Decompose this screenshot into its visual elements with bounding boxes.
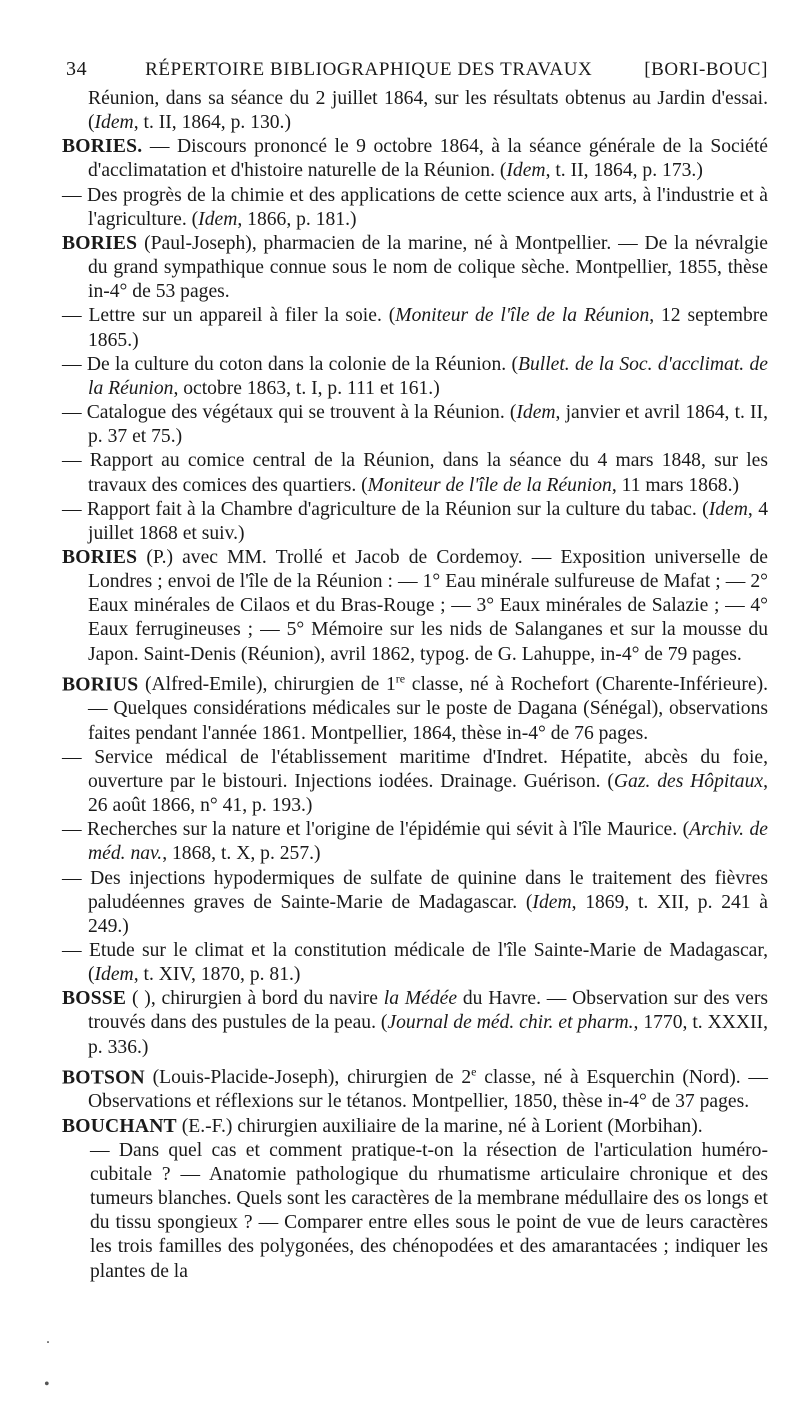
entry-text: — Discours prononcé le 9 octobre 1864, à la séance générale de la Société d'acclimatation et d'histoire naturelle de la Réunion. (Idem, t. II, 1864, p. 173.) [88,136,768,182]
bibliography-entry [62,546,768,667]
entry-text: (Louis-Placide-Joseph), chirurgien de 2e classe, né à Esquerchin (Nord). — Observations et réflexions sur le tétanos. Montpellier, 1850, thèse in-4° de 37 pages. [88,1064,769,1113]
margin-mark: . [46,1330,50,1347]
alphabetical-range: [BORI-BOUC] [644,59,768,80]
bibliography-entry [62,939,768,987]
entry-text: ( ), chirurgien à bord du navire la Médée du Havre. — Observation sur des vers trouvés dans des pustules de la peau. (Journal de méd. chir. et pharm., 1770, t. XXXII, p. 336.) [88,988,769,1058]
bibliography-entry [62,818,768,866]
entry-text: (E.-F.) chirurgien auxiliaire de la marine, né à Lorient (Morbihan). [176,1115,703,1137]
bibliography-entry [62,135,768,183]
page-number: 34 [66,58,88,80]
entry-text: — Dans quel cas et comment pratique-t-on la résection de l'articulation huméro-cubitale ? — Anatomie pathologique du rhumatisme articulaire chronique et des tumeurs blanches. Quels sont les caractères de la membrane médullaire des os longs et du tissu spongieux ? — Comparer entre elles sous le point de vue de leurs caractères les trois familles des polygonées, des chénopodées et des amarantacées ; indiquer les plantes de la [90,1139,768,1282]
bibliography-entry [62,746,768,818]
entry-text: — Catalogue des végétaux qui se trouvent à la Réunion. (Idem, janvier et avril 1864, t. II, p. 37 et 75.) [62,402,768,448]
margin-mark: • [44,1376,50,1393]
entry-text: — Etude sur le climat et la constitution médicale de l'île Sainte-Marie de Madagascar, (Idem, t. XIV, 1870, p. 81.) [62,940,768,986]
bibliography-entry [62,987,768,1059]
bibliography-entry [62,304,768,352]
entry-text: — Des injections hypodermiques de sulfate de quinine dans le traitement des fièvres paludéennes graves de Sainte-Marie de Madagascar. (Idem, 1869, t. XII, p. 241 à 249.) [62,867,768,937]
entry-text: Réunion, dans sa séance du 2 juillet 1864, sur les résultats obtenus au Jardin d'essai. (Idem, t. II, 1864, p. 130.) [88,88,768,134]
bibliography-entry [62,667,768,746]
bibliography-entry [62,353,768,401]
author-name: BOSSE [62,988,127,1010]
entry-text: (Alfred-Emile), chirurgien de 1re classe, né à Rochefort (Charente-Inférieure). — Quelques considérations médicales sur le poste de Dagana (Sénégal), observations faites pendant l'année 1861. Montpellier, 1864, thèse in-4° de 76 pages. [88,671,768,744]
bibliography-entry [62,498,768,546]
author-name: BORIES [62,232,138,254]
running-title: RÉPERTOIRE BIBLIOGRAPHIQUE DES TRAVAUX [145,59,593,80]
author-name: BORIUS [62,674,139,696]
bibliography-entry [62,867,768,939]
author-name: BORIES [62,546,138,568]
bibliography-body [62,87,768,1284]
bibliography-entry [62,449,768,497]
entry-text: — Des progrès de la chimie et des applications de cette science aux arts, à l'industrie et à l'agriculture. (Idem, 1866, p. 181.) [62,184,768,230]
bibliography-entry [62,401,768,449]
entry-text: — Rapport au comice central de la Réunion, dans la séance du 4 mars 1848, sur les travaux des comices des quartiers. (Moniteur de l'île de la Réunion, 11 mars 1868.) [62,450,768,496]
author-name: BOUCHANT [62,1115,177,1137]
running-header [66,58,768,81]
entry-text: — Rapport fait à la Chambre d'agriculture de la Réunion sur la culture du tabac. (Idem, 4 juillet 1868 et suiv.) [62,498,768,544]
entry-text: (P.) avec MM. Trollé et Jacob de Cordemoy. — Exposition universelle de Londres ; envoi de l'île de la Réunion : — 1° Eau minérale sulfureuse de Mafat ; — 2° Eaux minérales de Cilaos et du Bras-Rouge ; — 3° Eaux minérales de Salazie ; — 4° Eaux ferrugineuses ; — 5° Mémoire sur les nids de Salanganes et sur la mousse du Japon. Saint-Denis (Réunion), avril 1862, typog. de G. Lahuppe, in-4° de 79 pages. [88,546,768,665]
entry-text: — Service médical de l'établissement maritime d'Indret. Hépatite, abcès du foie, ouverture par le bistouri. Injections iodées. Drainage. Guérison. (Gaz. des Hôpitaux, 26 août 1866, n° 41, p. 193.) [62,746,768,817]
entry-text: — De la culture du coton dans la colonie de la Réunion. (Bullet. de la Soc. d'acclimat. de la Réunion, octobre 1863, t. I, p. 111 et 161.) [62,353,768,399]
bibliography-entry [62,184,768,232]
entry-text: — Lettre sur un appareil à filer la soie. (Moniteur de l'île de la Réunion, 12 septembre 1865.) [62,305,768,351]
bibliography-entry [62,1115,768,1139]
bibliography-entry [62,232,768,304]
author-name: BOTSON [62,1067,145,1089]
entry-text: — Recherches sur la nature et l'origine de l'épidémie qui sévit à l'île Maurice. (Archiv. de méd. nav., 1868, t. X, p. 257.) [62,819,768,865]
bibliography-entry [62,1060,768,1115]
author-name: BORIES. [62,136,143,158]
bibliography-entry [62,87,768,135]
entry-text: (Paul-Joseph), pharmacien de la marine, né à Montpellier. — De la névralgie du grand sympathique connue sous le nom de colique sèche. Montpellier, 1855, thèse in-4° de 53 pages. [88,232,768,303]
bibliography-entry [62,1139,768,1284]
